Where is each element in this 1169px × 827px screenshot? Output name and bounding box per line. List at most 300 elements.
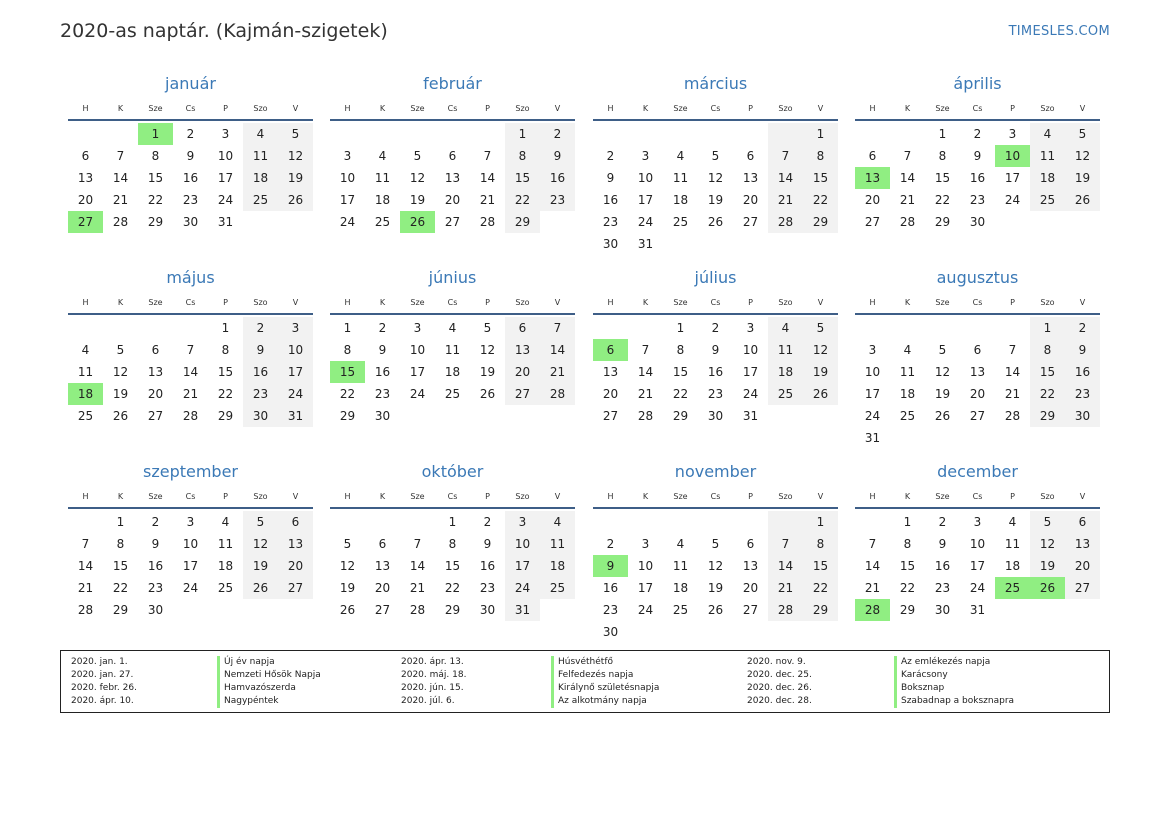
calendar-day: 22 [112, 581, 129, 595]
calendar-day: 2 [186, 127, 195, 141]
calendar-day: 14 [112, 171, 129, 185]
calendar-day: 16 [1065, 361, 1100, 383]
calendar-day: 28 [112, 215, 129, 229]
calendar-day: 17 [637, 193, 654, 207]
calendar-day: 18 [768, 361, 803, 383]
calendar-day: 25 [217, 581, 234, 595]
calendar-day: 16 [969, 171, 986, 185]
calendar-day: 20 [1065, 555, 1100, 577]
calendar-day: 21 [112, 193, 129, 207]
calendar-day: 12 [1065, 145, 1100, 167]
calendar-day: 15 [147, 171, 164, 185]
legend-name: Felfedezés napja [558, 670, 634, 680]
calendar-day: 15 [112, 559, 129, 573]
empty-cell [540, 599, 575, 621]
calendar-day: 26 [934, 409, 951, 423]
empty-cell [68, 511, 103, 533]
calendar-day: 1 [676, 321, 685, 335]
weekday-label: P [223, 491, 228, 501]
calendar-day: 9 [606, 171, 615, 185]
weekday-label: V [817, 491, 824, 501]
calendar-day: 3 [413, 321, 422, 335]
legend-date: 2020. dec. 26. [747, 683, 812, 693]
empty-cell [890, 427, 925, 449]
calendar-day: 4 [221, 515, 230, 529]
calendar-day: 23 [479, 581, 496, 595]
calendar-day: 15 [505, 167, 540, 189]
calendar-day: 13 [602, 365, 619, 379]
calendar-day: 24 [637, 603, 654, 617]
empty-cell [628, 317, 663, 339]
calendar-day: 6 [81, 149, 90, 163]
weekday-label: K [117, 491, 124, 501]
empty-cell [628, 511, 663, 533]
calendar-day: 2 [1065, 317, 1100, 339]
empty-cell [470, 123, 505, 145]
calendar-day: 11 [243, 145, 278, 167]
weekday-label: V [1079, 297, 1086, 307]
empty-cell [1065, 599, 1100, 621]
weekday-label: K [642, 297, 649, 307]
calendar-day: 1 [505, 123, 540, 145]
calendar-day: 21 [479, 193, 496, 207]
weekday-label: K [117, 297, 124, 307]
calendar-day: 18 [540, 555, 575, 577]
calendar-day: 11 [899, 365, 916, 379]
calendar-day: 3 [278, 317, 313, 339]
calendar-day: 11 [1004, 537, 1021, 551]
weekday-label: Sze [673, 491, 688, 501]
weekday-header [593, 98, 838, 118]
legend-date: 2020. jún. 15. [401, 683, 464, 693]
empty-cell [435, 123, 470, 145]
calendar-day: 8 [505, 145, 540, 167]
weekday-label: Szo [515, 491, 530, 501]
legend-name: Nagypéntek [224, 696, 279, 706]
calendar-day: 8 [676, 343, 685, 357]
weekday-label: Szo [515, 103, 530, 113]
empty-cell [330, 511, 365, 533]
calendar-day: 9 [1065, 339, 1100, 361]
calendar-day: 7 [81, 537, 90, 551]
empty-cell [663, 233, 698, 255]
calendar-day: 19 [1030, 555, 1065, 577]
empty-cell [330, 123, 365, 145]
empty-cell [995, 427, 1030, 449]
calendar-day: 22 [899, 581, 916, 595]
calendar-day: 2 [711, 321, 720, 335]
calendar-day: 8 [343, 343, 352, 357]
calendar-day: 8 [116, 537, 125, 551]
weekday-label: Szo [515, 297, 530, 307]
holiday-day: 13 [855, 167, 890, 189]
calendar-day: 30 [374, 409, 391, 423]
calendar-day: 8 [448, 537, 457, 551]
calendar-day: 29 [217, 409, 234, 423]
header-divider [593, 119, 838, 121]
calendar-day: 14 [409, 559, 426, 573]
calendar-day: 19 [707, 581, 724, 595]
weekday-label: Cs [972, 297, 983, 307]
calendar-day: 22 [803, 189, 838, 211]
calendar-day: 18 [672, 581, 689, 595]
calendar-day: 30 [147, 603, 164, 617]
calendar-day: 27 [969, 409, 986, 423]
calendar-day: 19 [243, 555, 278, 577]
weekday-header [68, 292, 313, 312]
calendar-day: 3 [1008, 127, 1017, 141]
calendar-day: 3 [505, 511, 540, 533]
calendar-day: 2 [606, 537, 615, 551]
calendar-day: 28 [637, 409, 654, 423]
calendar-day: 25 [899, 409, 916, 423]
calendar-day: 1 [448, 515, 457, 529]
calendar-day: 3 [343, 149, 352, 163]
calendar-day: 10 [969, 537, 986, 551]
calendar-day: 5 [413, 149, 422, 163]
empty-cell [890, 123, 925, 145]
weekday-label: V [817, 103, 824, 113]
calendar-day: 1 [116, 515, 125, 529]
calendar-day: 18 [243, 167, 278, 189]
calendar-day: 20 [444, 193, 461, 207]
calendar-day: 18 [1004, 559, 1021, 573]
empty-cell [505, 405, 540, 427]
holiday-day: 26 [400, 211, 435, 233]
calendar-day: 4 [676, 149, 685, 163]
weekday-label: K [904, 491, 911, 501]
weekday-label: V [292, 297, 299, 307]
holiday-day: 25 [995, 577, 1030, 599]
calendar-day: 1 [938, 127, 947, 141]
weekday-label: H [869, 103, 876, 113]
calendar-day: 4 [243, 123, 278, 145]
calendar-day: 22 [147, 193, 164, 207]
calendar-day: 17 [278, 361, 313, 383]
calendar-day: 7 [903, 149, 912, 163]
empty-cell [593, 511, 628, 533]
weekday-label: V [554, 103, 561, 113]
calendar-day: 23 [1065, 383, 1100, 405]
month-calendar [68, 461, 313, 621]
calendar-day: 5 [711, 149, 720, 163]
day-grid [855, 317, 1100, 449]
legend-names-col-3 [894, 656, 1014, 708]
calendar-day: 8 [151, 149, 160, 163]
weekday-label: V [1079, 103, 1086, 113]
calendar-day: 13 [278, 533, 313, 555]
calendar-day: 30 [969, 215, 986, 229]
calendar-day: 27 [278, 577, 313, 599]
calendar-day: 19 [934, 387, 951, 401]
empty-cell [698, 621, 733, 643]
calendar-day: 16 [707, 365, 724, 379]
calendar-day: 17 [864, 387, 881, 401]
calendar-day: 8 [1030, 339, 1065, 361]
weekday-label: Cs [447, 491, 458, 501]
empty-cell [1030, 211, 1065, 233]
calendar-day: 18 [374, 193, 391, 207]
calendar-day: 16 [374, 365, 391, 379]
weekday-label: K [642, 103, 649, 113]
day-grid [330, 317, 575, 427]
calendar-day: 30 [707, 409, 724, 423]
calendar-day: 27 [1065, 577, 1100, 599]
weekday-label: H [344, 297, 351, 307]
weekday-label: P [748, 297, 753, 307]
legend-date: 2020. júl. 6. [401, 696, 455, 706]
empty-cell [768, 405, 803, 427]
calendar-day: 23 [243, 383, 278, 405]
legend-name: Nemzeti Hősök Napja [224, 670, 321, 680]
weekday-label: H [607, 103, 614, 113]
calendar-day: 13 [444, 171, 461, 185]
header-divider [593, 507, 838, 509]
brand-link[interactable]: TIMESLES.COM [1008, 24, 1110, 39]
calendar-day: 16 [479, 559, 496, 573]
calendar-day: 13 [742, 171, 759, 185]
calendar-day: 16 [147, 559, 164, 573]
header-divider [68, 507, 313, 509]
calendar-day: 13 [1065, 533, 1100, 555]
calendar-day: 12 [339, 559, 356, 573]
empty-cell [855, 123, 890, 145]
empty-cell [208, 599, 243, 621]
weekday-label: Cs [972, 491, 983, 501]
calendar-day: 24 [182, 581, 199, 595]
calendar-day: 12 [803, 339, 838, 361]
empty-cell [540, 211, 575, 233]
calendar-day: 14 [864, 559, 881, 573]
calendar-day: 12 [278, 145, 313, 167]
month-title: május [166, 268, 215, 287]
calendar-day: 10 [278, 339, 313, 361]
empty-cell [995, 317, 1030, 339]
weekday-label: K [379, 491, 386, 501]
calendar-day: 28 [77, 603, 94, 617]
calendar-day: 6 [378, 537, 387, 551]
calendar-day: 28 [1004, 409, 1021, 423]
empty-cell [400, 405, 435, 427]
day-grid [593, 123, 838, 255]
month-title: december [937, 462, 1018, 481]
weekday-label: Cs [447, 103, 458, 113]
weekday-label: V [554, 297, 561, 307]
calendar-day: 14 [182, 365, 199, 379]
empty-cell [1030, 427, 1065, 449]
legend-date: 2020. ápr. 10. [71, 696, 134, 706]
weekday-label: Szo [253, 491, 268, 501]
weekday-header [68, 486, 313, 506]
weekday-header [330, 486, 575, 506]
holiday-day: 10 [995, 145, 1030, 167]
calendar-day: 31 [742, 409, 759, 423]
month-title: február [423, 74, 482, 93]
calendar-day: 6 [448, 149, 457, 163]
empty-cell [663, 123, 698, 145]
weekday-header [593, 292, 838, 312]
calendar-day: 14 [768, 555, 803, 577]
header-divider [330, 507, 575, 509]
weekday-label: K [117, 103, 124, 113]
calendar-day: 13 [742, 559, 759, 573]
calendar-day: 14 [899, 171, 916, 185]
calendar-day: 22 [672, 387, 689, 401]
calendar-day: 27 [742, 215, 759, 229]
calendar-day: 10 [742, 343, 759, 357]
empty-cell [593, 317, 628, 339]
day-grid [855, 123, 1100, 233]
calendar-day: 7 [768, 533, 803, 555]
legend-date: 2020. jan. 1. [71, 657, 128, 667]
empty-cell [435, 405, 470, 427]
calendar-day: 7 [186, 343, 195, 357]
calendar-day: 7 [868, 537, 877, 551]
calendar-day: 24 [409, 387, 426, 401]
month-title: október [421, 462, 484, 481]
calendar-day: 20 [602, 387, 619, 401]
calendar-day: 5 [483, 321, 492, 335]
legend-dates-col-1 [71, 656, 137, 708]
calendar-day: 26 [1065, 189, 1100, 211]
calendar-day: 2 [483, 515, 492, 529]
calendar-day: 23 [969, 193, 986, 207]
calendar-day: 31 [217, 215, 234, 229]
calendar-day: 7 [413, 537, 422, 551]
calendar-day: 1 [803, 511, 838, 533]
weekday-label: K [642, 491, 649, 501]
calendar-day: 25 [540, 577, 575, 599]
calendar-day: 28 [409, 603, 426, 617]
calendar-day: 13 [147, 365, 164, 379]
calendar-day: 7 [483, 149, 492, 163]
calendar-day: 27 [374, 603, 391, 617]
calendar-day: 12 [1030, 533, 1065, 555]
month-title: augusztus [936, 268, 1019, 287]
calendar-day: 19 [409, 193, 426, 207]
weekday-label: P [748, 491, 753, 501]
holiday-day: 9 [593, 555, 628, 577]
day-grid [855, 511, 1100, 621]
calendar-day: 31 [969, 603, 986, 617]
legend-date: 2020. dec. 28. [747, 696, 812, 706]
legend-names-col-1 [217, 656, 321, 708]
calendar-day: 5 [711, 537, 720, 551]
weekday-label: Szo [1040, 103, 1055, 113]
calendar-day: 29 [112, 603, 129, 617]
calendar-day: 6 [868, 149, 877, 163]
empty-cell [925, 317, 960, 339]
weekday-label: Sze [410, 297, 425, 307]
calendar-day: 5 [343, 537, 352, 551]
empty-cell [855, 317, 890, 339]
calendar-day: 21 [540, 361, 575, 383]
month-calendar [855, 461, 1100, 621]
calendar-day: 25 [672, 215, 689, 229]
calendar-day: 3 [746, 321, 755, 335]
empty-cell [803, 621, 838, 643]
calendar-day: 29 [672, 409, 689, 423]
legend-date: 2020. febr. 26. [71, 683, 137, 693]
empty-cell [628, 123, 663, 145]
calendar-day: 16 [243, 361, 278, 383]
calendar-day: 2 [973, 127, 982, 141]
calendar-day: 23 [602, 603, 619, 617]
weekday-label: H [344, 491, 351, 501]
weekday-header [855, 98, 1100, 118]
calendar-day: 9 [540, 145, 575, 167]
calendar-day: 22 [217, 387, 234, 401]
calendar-day: 5 [803, 317, 838, 339]
holiday-day: 18 [68, 383, 103, 405]
month-calendar [330, 461, 575, 621]
calendar-day: 4 [1030, 123, 1065, 145]
calendar-day: 21 [899, 193, 916, 207]
holiday-legend [60, 650, 1110, 713]
calendar-day: 17 [182, 559, 199, 573]
calendar-day: 30 [602, 625, 619, 639]
calendar-day: 1 [1030, 317, 1065, 339]
calendar-day: 3 [641, 537, 650, 551]
calendar-day: 15 [934, 171, 951, 185]
calendar-day: 20 [147, 387, 164, 401]
calendar-day: 29 [147, 215, 164, 229]
empty-cell [593, 123, 628, 145]
calendar-day: 24 [637, 215, 654, 229]
calendar-day: 7 [116, 149, 125, 163]
empty-cell [365, 123, 400, 145]
calendar-day: 6 [505, 317, 540, 339]
header-divider [593, 313, 838, 315]
calendar-day: 21 [409, 581, 426, 595]
weekday-label: Szo [778, 491, 793, 501]
calendar-day: 25 [672, 603, 689, 617]
legend-name: Az emlékezés napja [901, 657, 991, 667]
calendar-day: 13 [374, 559, 391, 573]
weekday-label: V [554, 491, 561, 501]
weekday-label: V [817, 297, 824, 307]
legend-date: 2020. dec. 25. [747, 670, 812, 680]
empty-cell [1065, 211, 1100, 233]
calendar-day: 9 [973, 149, 982, 163]
calendar-day: 12 [479, 343, 496, 357]
empty-cell [698, 233, 733, 255]
month-calendar [330, 267, 575, 427]
calendar-day: 5 [278, 123, 313, 145]
empty-cell [540, 405, 575, 427]
calendar-day: 24 [742, 387, 759, 401]
calendar-day: 25 [768, 383, 803, 405]
calendar-day: 11 [77, 365, 94, 379]
calendar-day: 14 [637, 365, 654, 379]
calendar-day: 6 [746, 537, 755, 551]
calendar-day: 3 [221, 127, 230, 141]
weekday-label: H [607, 491, 614, 501]
holiday-day: 6 [593, 339, 628, 361]
calendar-day: 17 [505, 555, 540, 577]
legend-name: Szabadnap a boksznapra [901, 696, 1015, 706]
calendar-day: 22 [1030, 383, 1065, 405]
calendar-day: 10 [339, 171, 356, 185]
header-divider [68, 119, 313, 121]
calendar-day: 1 [803, 123, 838, 145]
empty-cell [925, 427, 960, 449]
calendar-day: 5 [243, 511, 278, 533]
calendar-day: 7 [540, 317, 575, 339]
weekday-label: H [344, 103, 351, 113]
legend-name: Karácsony [901, 670, 948, 680]
calendar-day: 15 [803, 555, 838, 577]
